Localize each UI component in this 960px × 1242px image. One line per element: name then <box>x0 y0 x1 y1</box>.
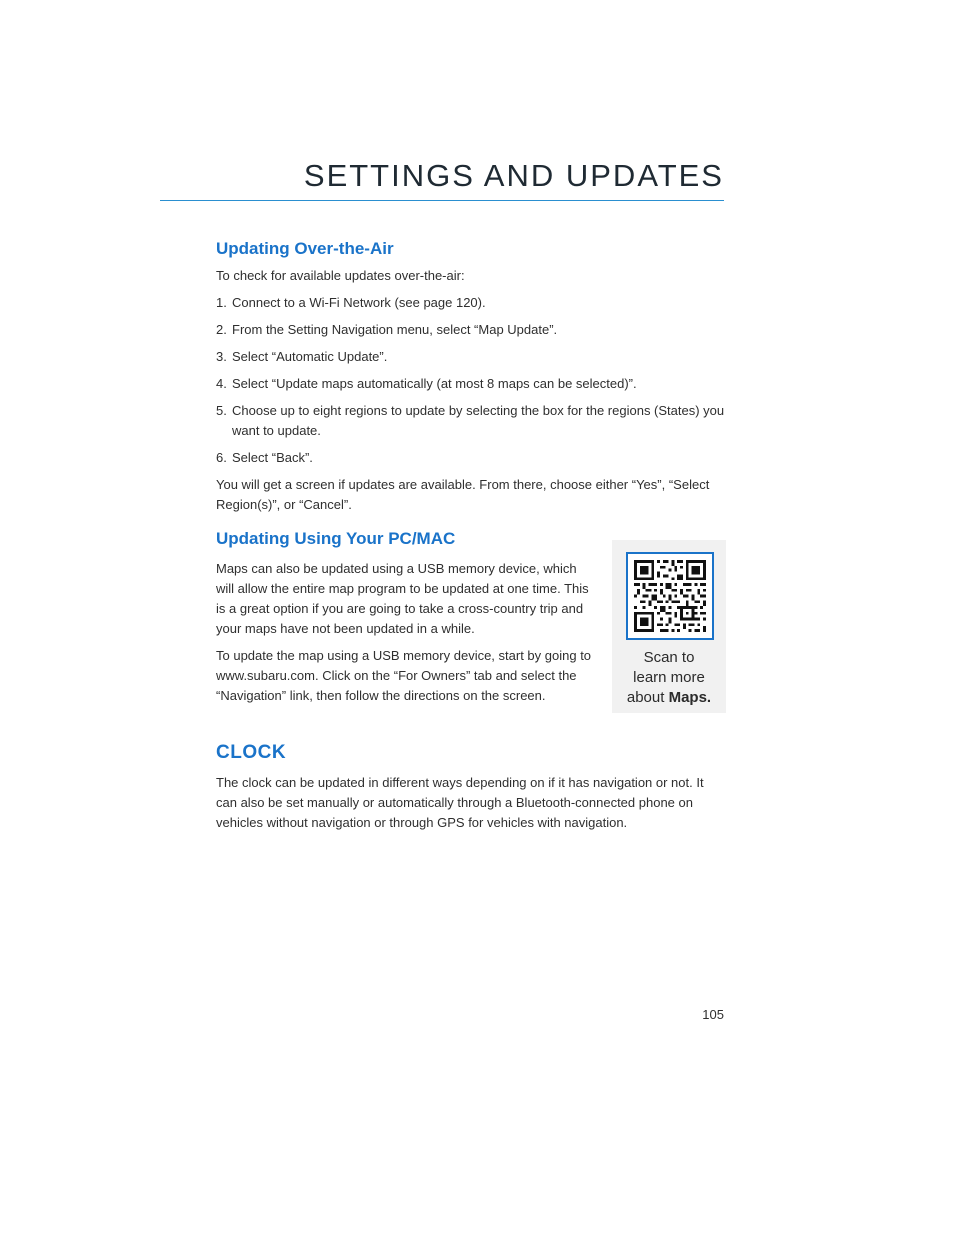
ota-intro: To check for available updates over-the-air: <box>216 268 465 283</box>
section-title: SETTINGS AND UPDATES <box>303 158 724 193</box>
section-rule <box>160 200 724 201</box>
clock-heading: CLOCK <box>216 742 287 763</box>
qr-caption-line-1: Scan to <box>643 649 695 666</box>
list-item: 3. Select “Automatic Update”. <box>216 349 388 364</box>
qr-code-icon <box>634 560 706 632</box>
list-item: 1. Connect to a Wi-Fi Network (see page 120). <box>216 295 486 310</box>
list-item: 2. From the Setting Navigation menu, select “Map Update”. <box>216 322 558 337</box>
pcmac-paragraph-1: Maps can also be updated using a USB memory device, which will allow the entire map program to be updated at one time. This is a great option if you are going to take a cross-country trip and your maps have not been updated in a while. <box>216 561 589 636</box>
ota-steps <box>216 293 726 468</box>
page-number: 105 <box>702 1007 724 1022</box>
qr-callout[interactable] <box>612 540 726 713</box>
qr-caption <box>612 648 726 708</box>
ota-outro: You will get a screen if updates are available. From there, choose either “Yes”, “Select Region(s)”, or “Cancel”. <box>216 477 710 512</box>
pcmac-heading: Updating Using Your PC/MAC <box>216 529 456 548</box>
list-item: 6. Select “Back”. <box>216 450 313 465</box>
pcmac-paragraph-2: To update the map using a USB memory device, start by going to www.subaru.com. Click on the “For Owners” tab and select the “Navigation” link, then follow the directions on the screen. <box>216 648 592 703</box>
list-item: 4. Select “Update maps automatically (at most 8 maps can be selected)”. <box>216 376 637 391</box>
qr-code[interactable] <box>626 552 714 640</box>
clock-paragraph: The clock can be updated in different ways depending on if it has navigation or not. It can also be set manually or automatically through a Bluetooth-connected phone on vehicles without navigation or through GPS for vehicles with navigation. <box>216 775 704 830</box>
qr-caption-line-2: learn more <box>633 669 705 686</box>
ota-heading: Updating Over-the-Air <box>216 239 394 258</box>
list-item: 5. Choose up to eight regions to update by selecting the box for the regions (States) you want to update. <box>216 403 725 438</box>
qr-caption-line-3: about Maps. <box>626 689 712 706</box>
